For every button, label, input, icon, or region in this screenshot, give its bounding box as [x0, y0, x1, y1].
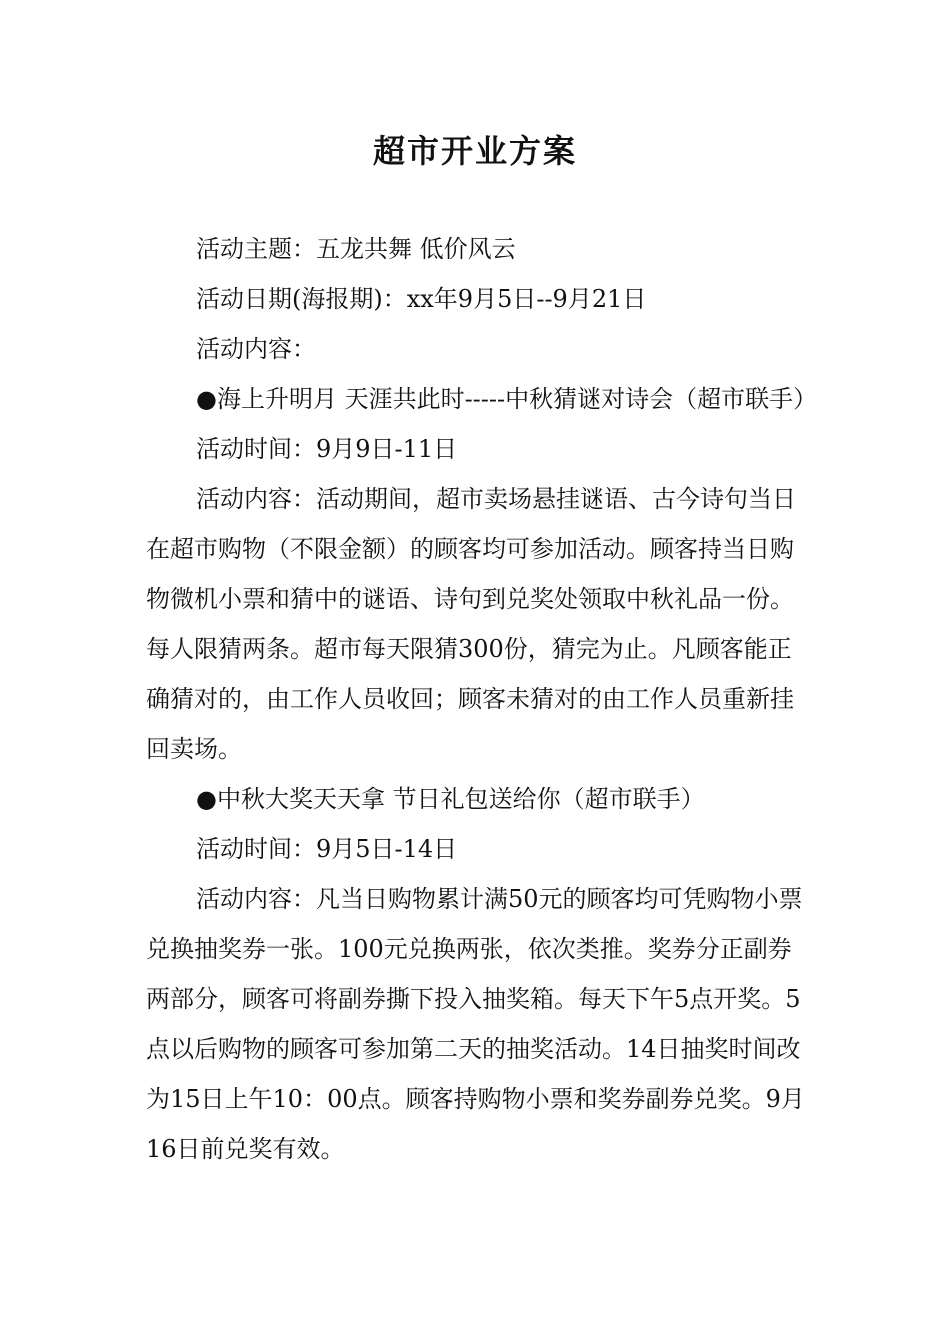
event-2-time: 活动时间：9月5日-14日 [196, 835, 458, 863]
event-1-content: 活动内容：活动期间，超市卖场悬挂谜语、古今诗句当日在超市购物（不限金额）的顾客均可参加活动。顾客持当日购物微机小票和猜中的谜语、诗句到兑奖处领取中秋礼品一份。每人限猜两条。超市每天限猜300份，猜完为止。凡顾客能正确猜对的，由工作人员收回；顾客未猜对的由工作人员重新挂回卖场。 [146, 485, 796, 763]
activity-content-heading: 活动内容： [196, 335, 316, 363]
activity-date: 活动日期(海报期)：xx年9月5日--9月21日 [196, 285, 647, 313]
document-title: 超市开业方案 [372, 132, 577, 170]
event-2-heading: ●中秋大奖天天拿 节日礼包送给你（超市联手） [196, 785, 705, 813]
event-1-heading: ●海上升明月 天涯共此时-----中秋猜谜对诗会（超市联手） [196, 385, 818, 413]
event-1-time: 活动时间：9月9日-11日 [196, 435, 458, 463]
event-2-content: 活动内容：凡当日购物累计满50元的顾客均可凭购物小票兑换抽奖券一张。100元兑换两张，依次类推。奖券分正副券两部分，顾客可将副券撕下投入抽奖箱。每天下午5点开奖。5点以后购物的顾客可参加第二天的抽奖活动。14日抽奖时间改为15日上午10：00点。顾客持购物小票和奖券副券兑奖。9月16日前兑奖有效。 [146, 885, 805, 1163]
activity-theme: 活动主题：五龙共舞 低价风云 [196, 235, 516, 263]
document-body [146, 224, 818, 1174]
